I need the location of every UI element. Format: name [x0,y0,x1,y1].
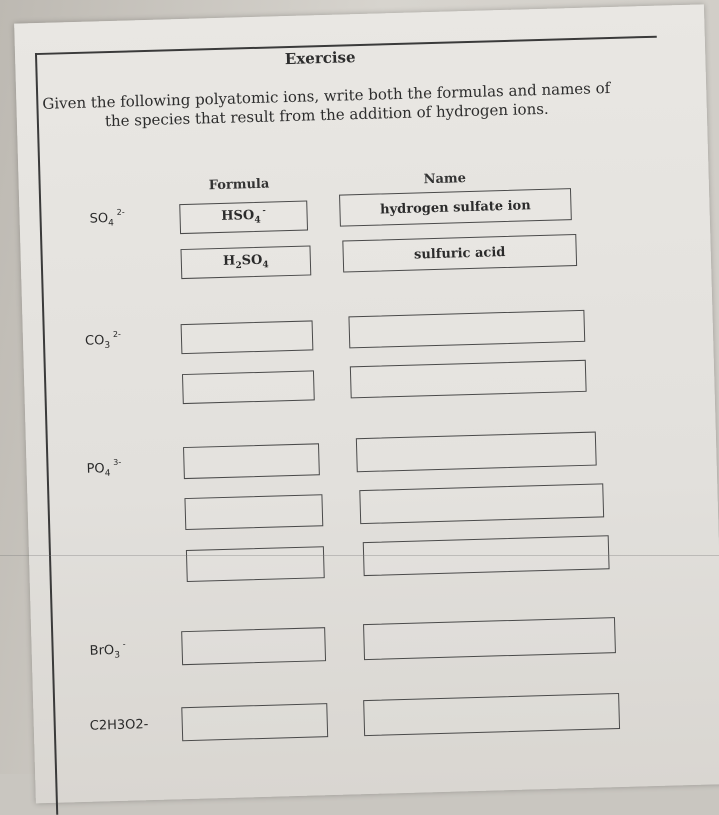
ion-base: SO [89,211,109,227]
name-answer-box[interactable] [363,617,616,660]
ion-subscript: 3 [104,340,111,351]
ion-subscript: 4 [104,468,111,479]
formula-column-header: Formula [208,176,270,194]
formula-answer-box[interactable] [181,703,328,741]
formula-answer-box[interactable] [181,627,326,665]
worksheet-page [14,4,719,803]
ion-base: BrO [89,643,115,659]
ion-subscript: 4 [108,218,115,229]
ion-charge: 2- [112,329,122,339]
name-answer-box[interactable]: hydrogen sulfate ion [339,188,572,226]
name-answer-box[interactable]: sulfuric acid [342,234,577,273]
formula-answer-box[interactable] [181,320,314,354]
exercise-title: Exercise [284,48,356,69]
ion-charge: 3- [113,457,122,468]
name-column-header: Name [423,171,467,188]
ion-sulfate [89,207,125,230]
formula-answer-box[interactable] [183,443,320,479]
ion-carbonate [84,329,122,352]
formula-answer-box[interactable] [184,494,323,530]
ion-charge: - [122,639,126,649]
instructions-text: Given the following polyatomic ions, write both the formulas and names of the species that result from the addition of hydrogen ions. [42,79,611,131]
formula-answer-box[interactable]: $HSO_4^-$ [179,201,308,235]
ion-base: CO [84,333,105,349]
ion-bromate [89,639,126,662]
name-answer-box[interactable] [350,360,587,399]
name-answer-box[interactable] [363,693,620,736]
paper-fold-line [0,555,719,556]
ion-acetate [90,717,149,734]
ion-subscript: 3 [114,650,121,661]
ion-base: PO [86,461,105,477]
ion-label: C2H3O2- [89,717,149,734]
formula-answer-box[interactable] [186,546,325,582]
ion-phosphate [86,457,122,480]
ion-charge: 2- [116,207,125,217]
name-answer-box[interactable] [359,483,604,524]
formula-answer-box[interactable]: $H_2SO_4$ [180,245,311,279]
name-answer-box[interactable] [356,432,597,473]
name-answer-box[interactable] [348,310,585,349]
formula-answer-box[interactable] [182,370,315,404]
